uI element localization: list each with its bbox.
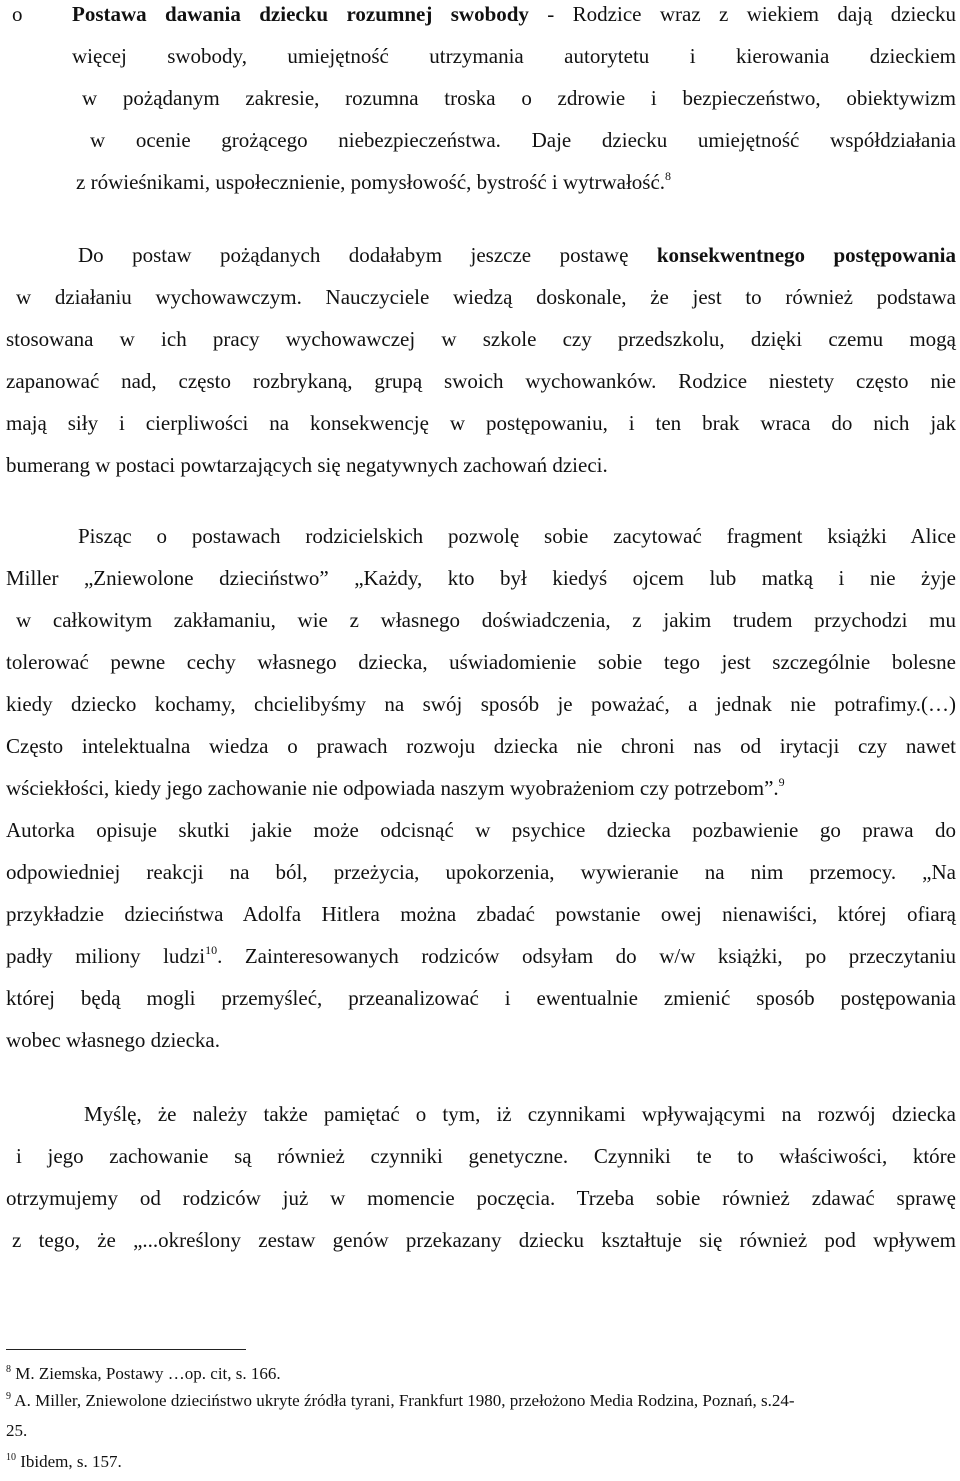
- paragraph-4: [6, 1093, 956, 1261]
- p3-line-7-text: wściekłości, kiedy jego zachowanie nie odpowiada naszym wyobrażeniom czy potrzebom”.: [6, 776, 779, 800]
- footnote-10-text: Ibidem, s. 157.: [16, 1452, 122, 1471]
- footnote-ref-9: 9: [778, 775, 785, 789]
- footnote-10-number: 10: [6, 1452, 16, 1463]
- p2-line-1: [78, 234, 956, 276]
- p4-line-1: Myślę, że należy także pamiętać o tym, iż czynnikami wpływającymi na rozwój dziecka: [84, 1102, 956, 1126]
- p1-line-4: w ocenie grożącego niebezpieczeństwa. Daje dziecku umiejętność współdziałania: [90, 128, 956, 152]
- p2-line-1-text: Do postaw pożądanych dodałabym jeszcze postawę: [78, 243, 657, 267]
- p3-line-5: kiedy dziecko kochamy, chcielibyśmy na swój sposób je poważać, a jednak nie potrafimy.(…): [6, 692, 956, 716]
- footnote-ref-10: 10: [205, 943, 218, 957]
- paragraph-2: [6, 234, 956, 486]
- p3-line-1: Pisząc o postawach rodzicielskich pozwolę sobie zacytować fragment książki Alice: [78, 524, 956, 548]
- p2-line-2-lead: w działaniu wychowawczym.: [16, 285, 302, 309]
- p3-line-2: Miller „Zniewolone dzieciństwo” „Każdy, kto był kiedyś ojcem lub matką i nie żyje: [6, 566, 956, 590]
- p2-line-4: zapanować nad, często rozbrykaną, grupą swoich wychowanków. Rodzice niestety często nie: [6, 369, 956, 393]
- p3-line-12: której będą mogli przemyśleć, przeanalizować i ewentualnie zmienić sposób postępowania: [6, 986, 956, 1010]
- footnote-ref-8: 8: [665, 169, 672, 183]
- p2-line-2: [16, 276, 956, 318]
- bullet-marker: o: [12, 2, 23, 26]
- footnote-9-continuation: 25.: [6, 1421, 28, 1440]
- p4-line-2: i jego zachowanie są również czynniki genetyczne. Czynniki te to właściwości, które: [16, 1144, 956, 1168]
- footnote-9-number: 9: [6, 1391, 11, 1402]
- p3-line-13: wobec własnego dziecka.: [6, 1028, 220, 1052]
- footnote-8: [6, 1360, 956, 1387]
- p3-line-4: tolerować pewne cechy własnego dziecka, uświadomienie sobie tego jest szczególnie bolesne: [6, 650, 956, 674]
- p1-line-1-rest: Rodzice wraz z wiekiem dają dziecku: [572, 2, 956, 26]
- p3-line-7: [6, 767, 956, 809]
- footnote-8-number: 8: [6, 1364, 11, 1375]
- p3-line-9: odpowiedniej reakcji na ból, przeżycia, upokorzenia, wywieranie na nim przemocy. „Na: [6, 860, 956, 884]
- footnote-separator: [6, 1349, 246, 1350]
- footnote-8-text: M. Ziemska, Postawy …op. cit, s. 166.: [11, 1364, 281, 1383]
- p3-line-10: przykładzie dzieciństwa Adolfa Hitlera można zbadać powstanie owej nienawiści, której ofiarą: [6, 902, 956, 926]
- p4-line-3: otrzymujemy od rodziców już w momencie poczęcia. Trzeba sobie również zdawać sprawę: [6, 1186, 956, 1210]
- p3-line-11: [6, 935, 956, 977]
- p2-line-5: mają siły i cierpliwości na konsekwencję w postępowaniu, i ten brak wraca do nich jak: [6, 411, 956, 435]
- p2-bold-phrase: konsekwentnego postępowania: [656, 243, 956, 267]
- footnotes: [6, 1360, 956, 1475]
- p3-line-11-lead: padły miliony ludzi: [6, 944, 206, 968]
- p1-line-3: w pożądanym zakresie, rozumna troska o zdrowie i bezpieczeństwo, obiektywizm: [82, 86, 956, 110]
- p2-line-3: stosowana w ich pracy wychowawczej w szkole czy przedszkolu, dzięki czemu mogą: [6, 327, 956, 351]
- p3-line-3: w całkowitym zakłamaniu, wie z własnego doświadczenia, z jakim trudem przychodzi mu: [16, 608, 956, 632]
- paragraph-1: [6, 0, 956, 203]
- p1-line-1: [72, 0, 956, 35]
- footnote-9: [6, 1387, 956, 1414]
- p1-line-5-text: z rówieśnikami, uspołecznienie, pomysłowość, bystrość i wytrwałość.: [76, 170, 666, 194]
- section-heading: Postawa dawania dziecku rozumnej swobody: [72, 2, 529, 26]
- footnote-9-text: A. Miller, Zniewolone dzieciństwo ukryte źródła tyrani, Frankfurt 1980, przełożono Media Rodzina, Poznań, s.24-: [11, 1391, 795, 1410]
- p1-line-5: [76, 161, 956, 203]
- footnote-10: [6, 1448, 956, 1475]
- p4-line-4: z tego, że „...określony zestaw genów przekazany dziecku kształtuje się również pod wpływem: [12, 1228, 956, 1252]
- p3-line-8: Autorka opisuje skutki jakie może odcisnąć w psychice dziecka pozbawienie go prawa do: [6, 818, 956, 842]
- p2-line-2-rest: Nauczyciele wiedzą doskonale, że jest to również podstawa: [301, 285, 956, 309]
- heading-dash: -: [528, 2, 573, 26]
- p2-line-6: bumerang w postaci powtarzających się negatywnych zachowań dzieci.: [6, 453, 608, 477]
- p1-line-2: więcej swobody, umiejętność utrzymania autorytetu i kierowania dzieckiem: [72, 44, 956, 68]
- p3-line-6: Często intelektualna wiedza o prawach rozwoju dziecka nie chroni nas od irytacji czy nawet: [6, 734, 956, 758]
- p3-line-11-rest: . Zainteresowanych rodziców odsyłam do w/w książki, po przeczytaniu: [217, 944, 956, 968]
- paragraph-3: [6, 515, 956, 1061]
